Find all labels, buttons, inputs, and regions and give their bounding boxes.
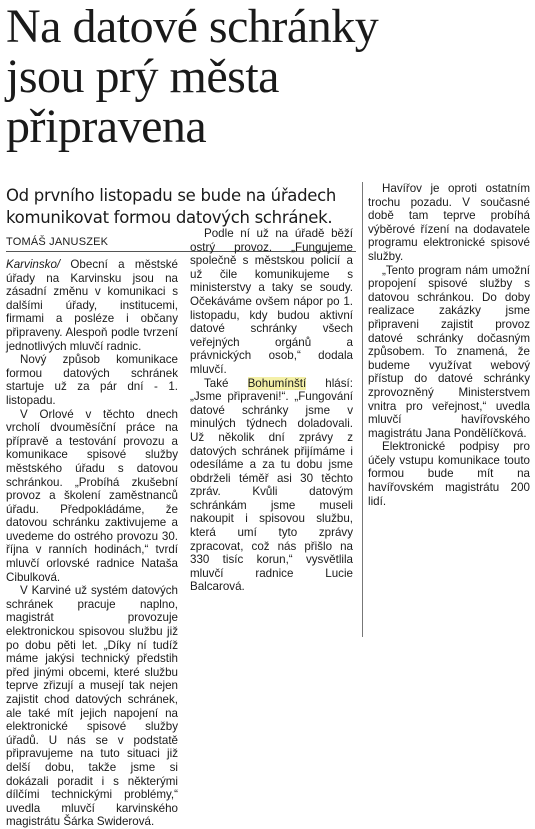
headline-line-1: Na datové schránky <box>6 0 379 53</box>
article-column-2 <box>190 227 353 642</box>
paragraph-text: hlásí: „Jsme připraveni!“. „Fungování datové schránky jsme v minulých týdnech doladovali. Už několik dní zprávy z datových schránek přijímáme i odesíláme a za tu dobu jsme obdrželi téměř asi 30 těchto zpráv. Kvůli datovým schránkám jsme museli nakoupit i spisovou službu, která umí tyto zprávy zpracovat, což nás přišlo na 330 tisíc korun,“ vysvětlila mluvčí radnice Lucie Balcarová. <box>190 376 353 594</box>
article-paragraph <box>6 258 178 353</box>
author-byline: TOMÁŠ JANUSZEK <box>6 236 109 248</box>
article-paragraph: Nový způsob komunikace formou datových schránek startuje už za pár dní - 1. listopadu. <box>6 353 178 407</box>
paragraph-text: Také <box>204 376 248 390</box>
headline <box>6 0 379 153</box>
article-paragraph: V Karviné už systém datových schránek pracuje naplno, magistrát provozuje elektronickou spisovou službu již po dobu pěti let. „Díky ní tudíž máme jakýsi technický předstih před jinými obcemi, které službu teprve zřizují a musejí tak nejen zajistit chod datových schránek, ale také mít jejich napojení na elektronické spisové služby úřadů. U nás se v podstatě připravujeme na tuto situaci již delší dobu, takže jsme si dokázali poradit i s některými dílčími technickými problémy,“ uvedla mluvčí karvinského magistrátu Šárka Swiderová. <box>6 584 178 829</box>
article-paragraph: Havířov je oproti ostatním trochu pozadu. V současné době tam teprve probíhá výběrové řízení na dodavatele programu elektronické spisové služby. <box>368 182 530 263</box>
article-paragraph: V Orlové v těchto dnech vrcholí dvouměsíční práce na přípravě a testování provozu a komunikace spisové služby městského úřadu s datovou schránkou. „Probíhá zkušební provoz a školení zaměstnanců úřadu. Předpokládáme, že datovou schránku zaktivujeme a uvedeme do ostrého provozu 30. října v ranních hodinách,“ tvrdí mluvčí orlovské radnice Nataša Cibulková. <box>6 407 178 584</box>
article-column-1 <box>6 258 178 829</box>
article-column-3 <box>368 182 530 637</box>
headline-line-2: jsou prý města <box>6 50 279 103</box>
article-paragraph: Podle ní už na úřadě běží ostrý provoz. „Fungujeme společně s městskou policií a už čile komunikujeme s ministerstvy a taky se soudy. Očekáváme ovšem nápor po 1. listopadu, kdy budou aktivní datové schránky všech veřejných orgánů a právnických osob,“ dodala mluvčí. <box>190 227 353 376</box>
paragraph-text: Obecní a městské úřady na Karvinsku jsou na zásadní změnu v komunikaci s dalšími úřady, institucemi, firmami a posléze i občany připraveny. Alespoň podle tvrzení jednotlivých mluvčí radnic. <box>6 258 178 353</box>
article-paragraph: „Tento program nám umožní propojení spisové služby s datovou schránkou. Do doby realizace zakázky jsme připraveni zajistit provoz datové schránky dočasným způsobem. To znamená, že budeme využívat webový přístup do datové schránky zprovozněný Ministerstvem vnitra pro veřejnost,“ uvedla mluvčí havířovského magistrátu Jana Pondělíčková. <box>368 263 530 440</box>
dateline-place: Karvinsko/ <box>6 258 61 271</box>
highlighted-word: Bohumínští <box>247 376 307 390</box>
headline-line-3: připravena <box>6 100 207 153</box>
column-divider <box>362 182 363 637</box>
subheadline: Od prvního listopadu se bude na úřadech komunikovat formou datových schránek. <box>6 186 337 227</box>
article-paragraph: Elektronické podpisy pro účely vstupu komunikace touto formou bude mít na havířovském magistrátu 200 lidí. <box>368 440 530 508</box>
article-paragraph <box>190 377 353 595</box>
